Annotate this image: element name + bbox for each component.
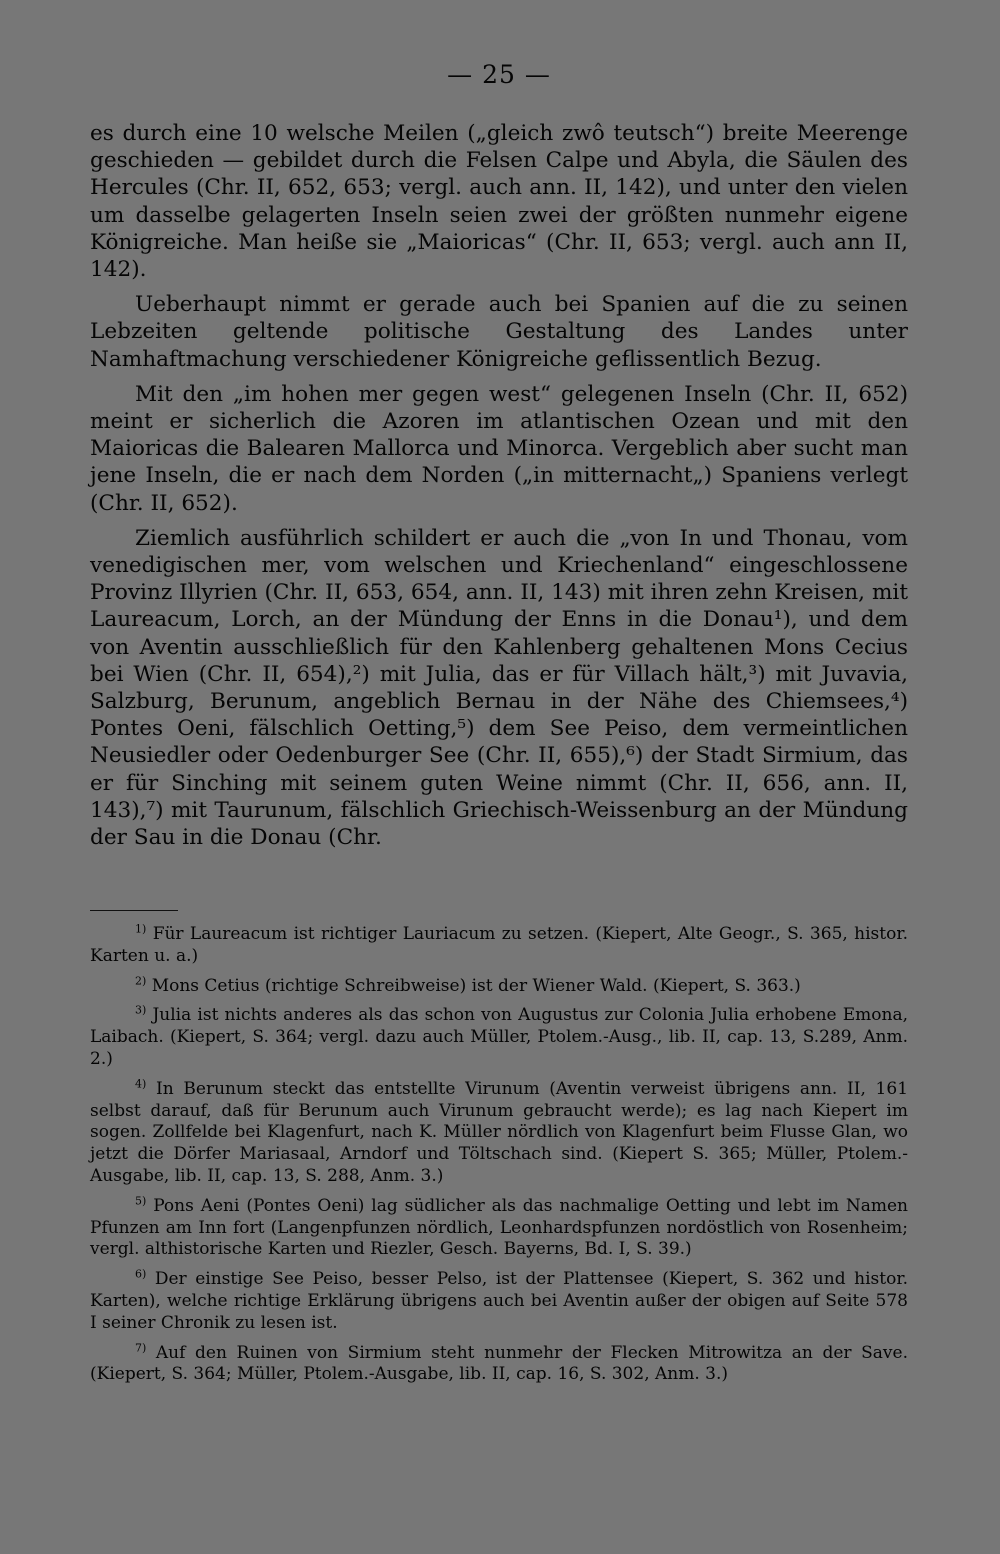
- footnote-text: Der einstige See Peiso, besser Pelso, ist der Plattensee (Kiepert, S. 362 und histor. Karten), welche richtige Erklärung übrigens auch bei Aventin außer der obigen auf Seite 578 I seiner Chronik zu lesen ist.: [90, 1269, 908, 1333]
- paragraph-4: Ziemlich ausführlich schildert er auch die „von In und Thonau, vom venedigischen mer, vom welschen und Kriechenland“ eingeschlossene Provinz Illyrien (Chr. II, 653, 654, ann. II, 143) mit ihren zehn Kreisen, mit Laureacum, Lorch, an der Mündung der Enns in die Donau¹), und dem von Aventin ausschließlich für den Kahlenberg gehaltenen Mons Cecius bei Wien (Chr. II, 654),²) mit Julia, das er für Villach hält,³) mit Juvavia, Salzburg, Berunum, angeblich Bernau in der Nähe des Chiemsees,⁴) Pontes Oeni, fälschlich Oetting,⁵) dem See Peiso, dem vermeintlichen Neusiedler oder Oedenburger See (Chr. II, 655),⁶) der Stadt Sirmium, das er für Sinching mit seinem guten Weine nimmt (Chr. II, 656, ann. II, 143),⁷) mit Taurunum, fälschlich Griechisch-Weissenburg an der Mündung der Sau in die Donau (Chr.: [90, 525, 908, 851]
- footnote-text: Auf den Ruinen von Sirmium steht nunmehr der Flecken Mitrowitza an der Save. (Kiepert, S. 364; Müller, Ptolem.-Ausgabe, lib. II, cap. 16, S. 302, Anm. 3.): [90, 1342, 908, 1385]
- page-number: — 25 —: [447, 60, 551, 89]
- footnote-text: Julia ist nichts anderes als das schon von Augustus zur Colonia Julia erhobene Emona, Laibach. (Kiepert, S. 364; vergl. dazu auch Müller, Ptolem.-Ausg., lib. II, cap. 13, S.289, Anm. 2.): [90, 1005, 909, 1069]
- footnote-text: In Berunum steckt das entstellte Virunum (Aventin verweist übrigens ann. II, 161 selbst darauf, daß für Berunum auch Virunum gebraucht werde); es lag nach Kiepert im sogen. Zollfelde bei Klagenfurt, nach K. Müller nördlich von Klagenfurt beim Flusse Glan, wo jetzt die Dörfer Mariasaal, Arndorf und Töltschach sind. (Kiepert S. 365; Müller, Ptolem.-Ausgabe, lib. II, cap. 13, S. 288, Anm. 3.): [90, 1078, 909, 1186]
- footnote-2: [90, 973, 908, 998]
- footnote-marker: 5): [135, 1194, 147, 1208]
- footnote-6: [90, 1269, 908, 1334]
- footnote-text: Pons Aeni (Pontes Oeni) lag südlicher als das nachmalige Oetting und lebt im Namen Pfunzen am Inn fort (Langenpfunzen nördlich, Leonhardspfunzen nordöstlich von Rosenheim; vergl. althistorische Karten und Riezler, Gesch. Bayerns, Bd. I, S. 39.): [90, 1195, 909, 1260]
- paragraph-3: Mit den „im hohen mer gegen west“ gelegenen Inseln (Chr. II, 652) meint er sicherlich die Azoren im atlantischen Ozean und mit den Maioricas die Balearen Mallorca und Minorca. Vergeblich aber sucht man jene Inseln, die er nach dem Norden („in mitternacht„) Spaniens verlegt (Chr. II, 652).: [90, 381, 908, 516]
- main-text: [90, 120, 908, 851]
- footnote-4: [90, 1079, 908, 1188]
- footnote-5: [90, 1196, 908, 1261]
- footnote-marker: 6): [135, 1267, 147, 1281]
- footnote-marker: 2): [135, 973, 147, 987]
- footnote-marker: 4): [135, 1077, 147, 1091]
- footnote-1: [90, 924, 908, 968]
- footnote-text: Für Laureacum ist richtiger Lauriacum zu setzen. (Kiepert, Alte Geogr., S. 365, histor. Karten u. a.): [90, 924, 909, 966]
- footnote-divider: [90, 910, 178, 911]
- footnote-3: [90, 1005, 908, 1070]
- footnote-marker: 7): [135, 1340, 147, 1354]
- footnote-7: [90, 1340, 908, 1387]
- footnotes: [90, 924, 908, 1394]
- paragraph-2: Ueberhaupt nimmt er gerade auch bei Spanien auf die zu seinen Lebzeiten geltende politische Gestaltung des Landes unter Namhaftmachung verschiedener Königreiche geflissentlich Bezug.: [90, 292, 908, 372]
- footnote-marker: 3): [135, 1003, 147, 1017]
- footnote-text: Mons Cetius (richtige Schreibweise) ist der Wiener Wald. (Kiepert, S. 363.): [151, 975, 801, 996]
- footnote-marker: 1): [135, 922, 147, 936]
- paragraph-1: es durch eine 10 welsche Meilen („gleich zwô teutsch“) breite Meerenge geschieden — gebildet durch die Felsen Calpe und Abyla, die Säulen des Hercules (Chr. II, 652, 653; vergl. auch ann. II, 142), und unter den vielen um dasselbe gelagerten Inseln seien zwei der größten nunmehr eigene Königreiche. Man heiße sie „Maioricas“ (Chr. II, 653; vergl. auch ann II, 142).: [90, 121, 908, 283]
